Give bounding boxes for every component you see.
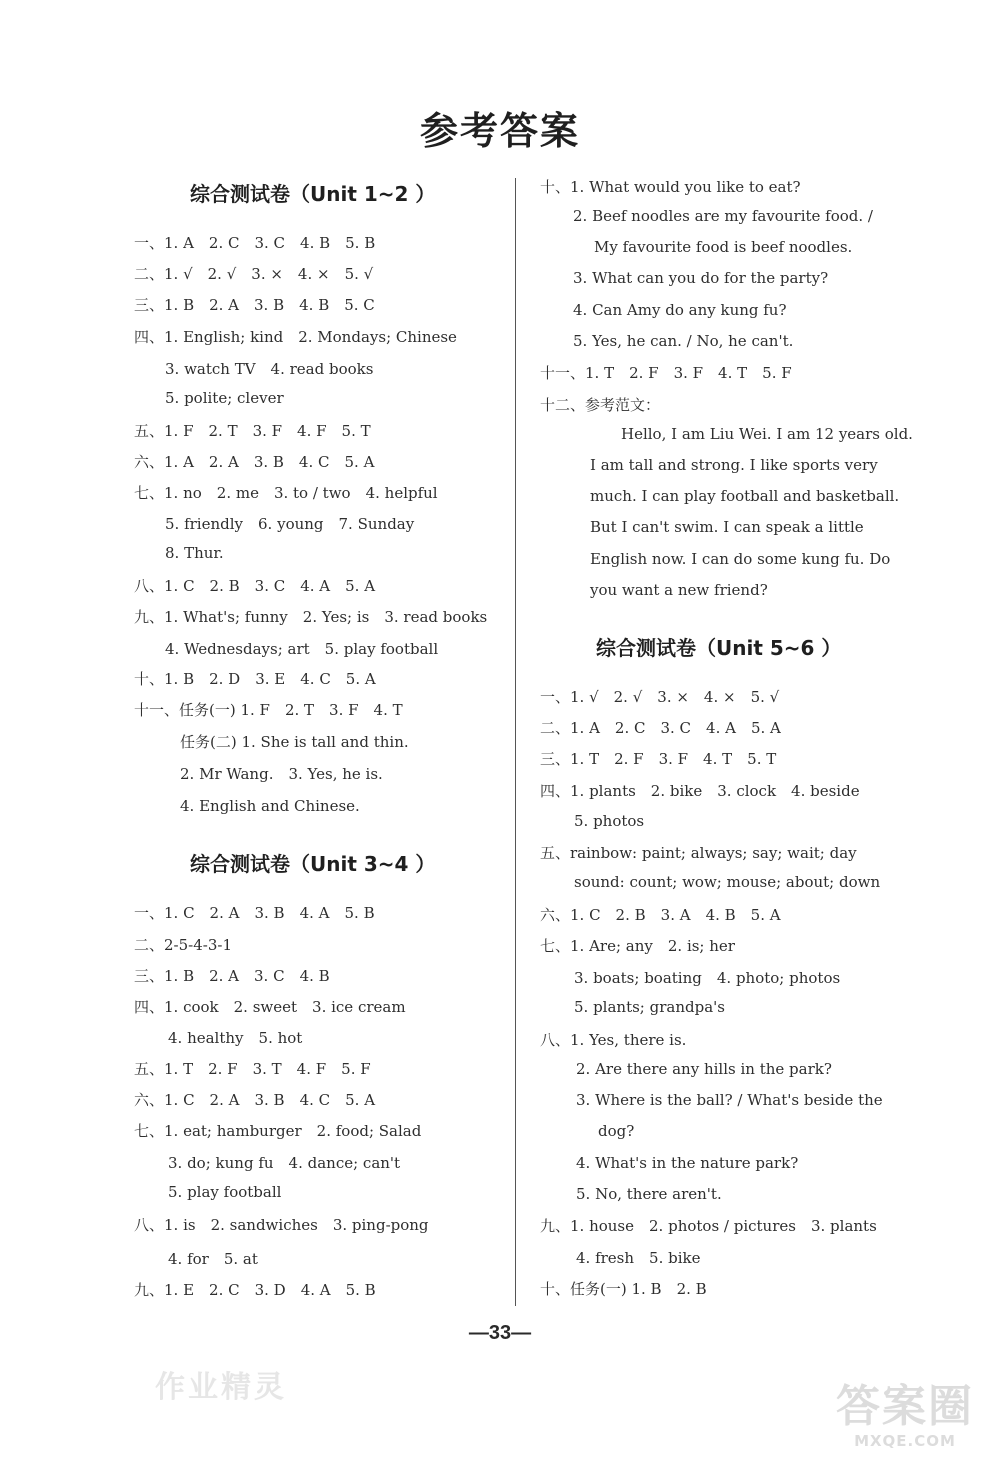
watermark-right: [820, 1382, 990, 1450]
essay-line: you want a new friend?: [590, 581, 768, 599]
answer-line: 2. Are there any hills in the park?: [576, 1060, 832, 1078]
answer-line: 5. plants; grandpa's: [574, 998, 725, 1016]
answer-line: 二、2-5-4-3-1: [134, 936, 232, 954]
answer-line: 4. English and Chinese.: [180, 797, 360, 815]
answer-line: 一、1. √ 2. √ 3. × 4. × 5. √: [540, 688, 780, 706]
answer-line: 六、1. C 2. B 3. A 4. B 5. A: [540, 906, 781, 924]
answer-line: 十一、任务(一) 1. F 2. T 3. F 4. T: [134, 701, 403, 719]
answer-line: 8. Thur.: [165, 544, 224, 562]
page-title: 参考答案: [419, 108, 580, 153]
answer-line: 一、1. C 2. A 3. B 4. A 5. B: [134, 904, 375, 922]
answer-line: 六、1. A 2. A 3. B 4. C 5. A: [134, 453, 375, 471]
answer-line: 八、1. is 2. sandwiches 3. ping-pong: [134, 1216, 429, 1234]
answer-line: 七、1. eat; hamburger 2. food; Salad: [134, 1122, 422, 1140]
essay-line: much. I can play football and basketball.: [590, 487, 900, 505]
answer-line: 任务(二) 1. She is tall and thin.: [180, 733, 409, 751]
answer-line: 九、1. E 2. C 3. D 4. A 5. B: [134, 1281, 376, 1299]
answer-line: 九、1. house 2. photos / pictures 3. plants: [540, 1217, 877, 1235]
answer-line: 三、1. B 2. A 3. B 4. B 5. C: [134, 296, 375, 314]
answer-line: 3. watch TV 4. read books: [165, 360, 374, 378]
answer-line: 四、1. English; kind 2. Mondays; Chinese: [134, 328, 457, 346]
answer-line: My favourite food is beef noodles.: [594, 238, 853, 256]
answer-line: 2. Beef noodles are my favourite food. /: [573, 207, 873, 225]
answer-line: 3. do; kung fu 4. dance; can't: [168, 1154, 401, 1172]
answer-line: 五、1. F 2. T 3. F 4. F 5. T: [134, 422, 371, 440]
answer-line: 五、1. T 2. F 3. T 4. F 5. F: [134, 1060, 371, 1078]
answer-line: 五、rainbow: paint; always; say; wait; day: [540, 844, 857, 862]
answer-line: 3. Where is the ball? / What's beside the: [576, 1091, 883, 1109]
answer-line: 八、1. C 2. B 3. C 4. A 5. A: [134, 577, 376, 595]
watermark-logo-text: 答案圈: [836, 1381, 974, 1432]
answer-line: 5. polite; clever: [165, 389, 284, 407]
answer-line: 十、1. B 2. D 3. E 4. C 5. A: [134, 670, 376, 688]
answer-line: 3. What can you do for the party?: [573, 269, 829, 287]
answer-line: 六、1. C 2. A 3. B 4. C 5. A: [134, 1091, 376, 1109]
answer-line: 十、1. What would you like to eat?: [540, 178, 801, 196]
answer-line: 七、1. no 2. me 3. to / two 4. helpful: [134, 484, 438, 502]
essay-line: English now. I can do some kung fu. Do: [590, 550, 891, 568]
answer-line: 四、1. plants 2. bike 3. clock 4. beside: [540, 782, 860, 800]
answer-line: 三、1. B 2. A 3. C 4. B: [134, 967, 330, 985]
answer-line: 四、1. cook 2. sweet 3. ice cream: [134, 998, 406, 1016]
answer-line: 4. healthy 5. hot: [168, 1029, 303, 1047]
watermark-left: 作业精灵: [155, 1370, 287, 1405]
essay-line: Hello, I am Liu Wei. I am 12 years old.: [621, 425, 913, 443]
answer-line: 5. photos: [574, 812, 645, 830]
answer-line: dog?: [598, 1122, 635, 1140]
section-title-unit-3-4: 综合测试卷（Unit 3~4 ）: [190, 852, 436, 876]
answer-line: 4. Can Amy do any kung fu?: [573, 301, 787, 319]
answer-line: 一、1. A 2. C 3. C 4. B 5. B: [134, 234, 376, 252]
section-title-unit-5-6: 综合测试卷（Unit 5~6 ）: [596, 636, 842, 660]
answer-line: 4. fresh 5. bike: [576, 1249, 701, 1267]
answer-line: 三、1. T 2. F 3. F 4. T 5. T: [540, 750, 777, 768]
answer-line: 九、1. What's; funny 2. Yes; is 3. read books: [134, 608, 488, 626]
answer-line: 二、1. A 2. C 3. C 4. A 5. A: [540, 719, 781, 737]
answer-line: 5. play football: [168, 1183, 282, 1201]
answer-line: 4. Wednesdays; art 5. play football: [165, 640, 439, 658]
answer-line: 2. Mr Wang. 3. Yes, he is.: [180, 765, 383, 783]
watermark-url: MXQE.COM: [854, 1432, 956, 1450]
answer-line: 十二、参考范文：: [540, 396, 661, 414]
answer-line: 十、任务(一) 1. B 2. B: [540, 1280, 707, 1298]
answer-line: 八、1. Yes, there is.: [540, 1031, 687, 1049]
answer-line: 4. What's in the nature park?: [576, 1154, 799, 1172]
answer-line: 3. boats; boating 4. photo; photos: [574, 969, 841, 987]
column-divider: [515, 178, 516, 1306]
answer-line: 5. Yes, he can. / No, he can't.: [573, 332, 794, 350]
page-number: —33—: [468, 1322, 532, 1344]
answer-line: 二、1. √ 2. √ 3. × 4. × 5. √: [134, 265, 374, 283]
answer-line: 十一、1. T 2. F 3. F 4. T 5. F: [540, 364, 792, 382]
answer-line: 4. for 5. at: [168, 1250, 258, 1268]
answer-line: sound: count; wow; mouse; about; down: [574, 873, 881, 891]
section-title-unit-1-2: 综合测试卷（Unit 1~2 ）: [190, 182, 436, 206]
essay-line: But I can't swim. I can speak a little: [590, 518, 864, 536]
answer-line: 七、1. Are; any 2. is; her: [540, 937, 735, 955]
answer-line: 5. No, there aren't.: [576, 1185, 722, 1203]
answer-line: 5. friendly 6. young 7. Sunday: [165, 515, 415, 533]
essay-line: I am tall and strong. I like sports very: [590, 456, 878, 474]
